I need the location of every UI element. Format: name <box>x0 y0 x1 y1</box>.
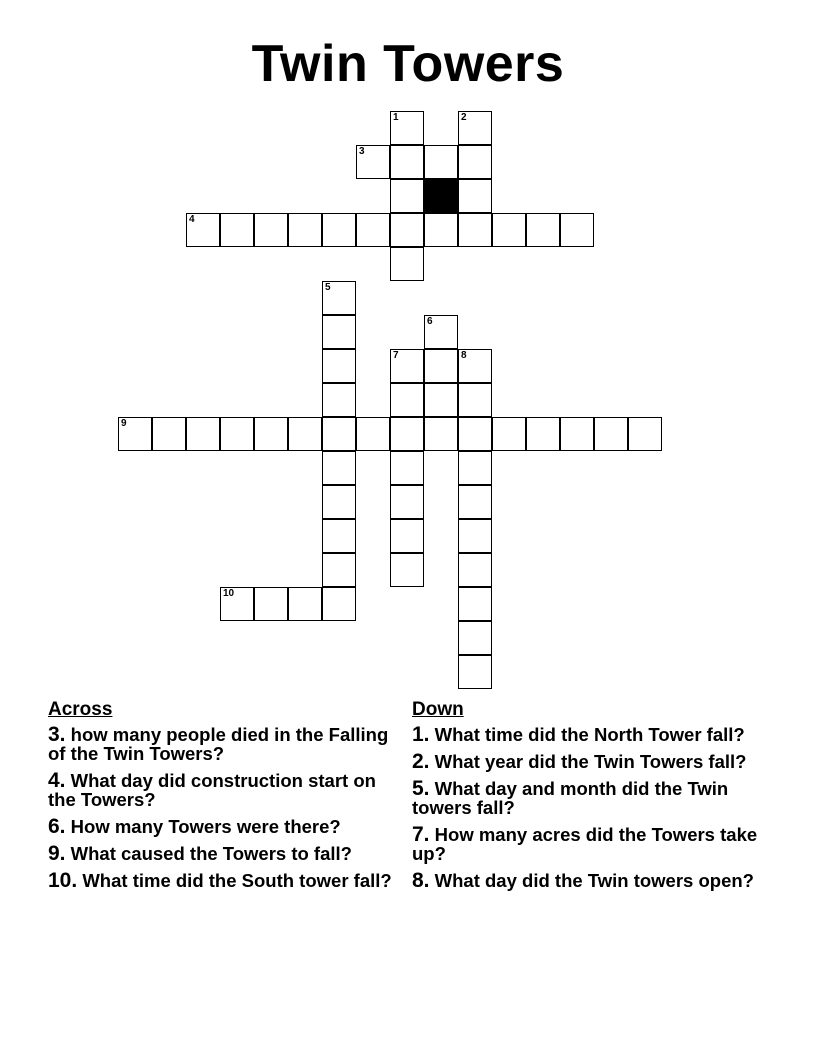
grid-cell[interactable] <box>390 145 424 179</box>
grid-cell[interactable] <box>492 213 526 247</box>
clue-across-6: 6. How many Towers were there? <box>48 815 341 838</box>
grid-cell[interactable] <box>424 417 458 451</box>
grid-cell[interactable] <box>458 417 492 451</box>
grid-number-2: 2 <box>461 112 467 123</box>
grid-cell[interactable] <box>458 349 492 383</box>
clue-down-7: 7. How many acres did the Towers take up? <box>412 823 758 864</box>
grid-cell[interactable] <box>356 417 390 451</box>
grid-cell[interactable] <box>254 213 288 247</box>
clue-down-5: 5. What day and month did the Twin towers fall? <box>412 777 729 818</box>
down-heading: Down <box>412 699 464 720</box>
across-heading: Across <box>48 699 113 720</box>
grid-cell[interactable] <box>390 383 424 417</box>
grid-cell[interactable] <box>390 485 424 519</box>
grid-cell[interactable] <box>458 553 492 587</box>
grid-cell[interactable] <box>458 519 492 553</box>
grid-cell[interactable] <box>254 587 288 621</box>
grid-cell[interactable] <box>458 145 492 179</box>
grid-cell[interactable] <box>322 519 356 553</box>
grid-cell[interactable] <box>322 553 356 587</box>
grid-cell[interactable] <box>526 417 560 451</box>
clue-across-10: 10. What time did the South tower fall? <box>48 869 392 892</box>
clue-down-2: 2. What year did the Twin Towers fall? <box>412 750 747 773</box>
grid-cell[interactable] <box>458 587 492 621</box>
grid-cell[interactable] <box>424 383 458 417</box>
grid-cell[interactable] <box>322 383 356 417</box>
grid-cell[interactable] <box>118 417 152 451</box>
grid-number-5: 5 <box>325 282 331 293</box>
grid-cell[interactable] <box>254 417 288 451</box>
grid-cell[interactable] <box>390 417 424 451</box>
grid-cell[interactable] <box>458 213 492 247</box>
grid-cell[interactable] <box>322 349 356 383</box>
grid-number-10: 10 <box>223 588 235 599</box>
grid-cell[interactable] <box>288 213 322 247</box>
grid-cell[interactable] <box>560 213 594 247</box>
down-clues <box>412 700 772 898</box>
grid-cell[interactable] <box>220 587 254 621</box>
grid-cell[interactable] <box>356 213 390 247</box>
clue-down-1: 1. What time did the North Tower fall? <box>412 723 745 746</box>
grid-cell[interactable] <box>288 417 322 451</box>
grid-cell[interactable] <box>220 213 254 247</box>
grid-cell[interactable] <box>356 145 390 179</box>
grid-cell[interactable] <box>390 179 424 213</box>
page-title: Twin Towers <box>251 35 565 93</box>
grid-cell[interactable] <box>322 451 356 485</box>
clue-across-3: 3. how many people died in the Falling of the Twin Towers? <box>48 723 389 764</box>
grid-cell[interactable] <box>594 417 628 451</box>
grid-cell[interactable] <box>458 383 492 417</box>
grid-block <box>424 179 458 213</box>
grid-cell[interactable] <box>492 417 526 451</box>
clue-down-8: 8. What day did the Twin towers open? <box>412 869 754 892</box>
grid-cell[interactable] <box>526 213 560 247</box>
grid-cell[interactable] <box>458 485 492 519</box>
grid-number-1: 1 <box>393 112 399 123</box>
grid-number-4: 4 <box>189 214 195 225</box>
grid-cell[interactable] <box>390 519 424 553</box>
grid-cell[interactable] <box>424 145 458 179</box>
grid-cell[interactable] <box>458 451 492 485</box>
grid-cell[interactable] <box>322 213 356 247</box>
grid-cell[interactable] <box>458 179 492 213</box>
grid-cell[interactable] <box>322 485 356 519</box>
grid-cell[interactable] <box>186 417 220 451</box>
grid-cell[interactable] <box>390 451 424 485</box>
grid-cell[interactable] <box>322 417 356 451</box>
clue-across-4: 4. What day did construction start on the Towers? <box>48 769 376 810</box>
grid-cell[interactable] <box>424 349 458 383</box>
grid-cell[interactable] <box>322 587 356 621</box>
grid-cell[interactable] <box>220 417 254 451</box>
grid-cell[interactable] <box>152 417 186 451</box>
grid-cell[interactable] <box>322 315 356 349</box>
grid-cell[interactable] <box>458 111 492 145</box>
grid-cell[interactable] <box>390 349 424 383</box>
grid-cell[interactable] <box>390 247 424 281</box>
across-clues <box>48 700 408 898</box>
grid-cell[interactable] <box>186 213 220 247</box>
grid-cell[interactable] <box>560 417 594 451</box>
grid-number-6: 6 <box>427 316 433 327</box>
grid-cell[interactable] <box>288 587 322 621</box>
grid-number-7: 7 <box>393 350 399 361</box>
grid-cell[interactable] <box>322 281 356 315</box>
grid-cell[interactable] <box>424 315 458 349</box>
grid-cell[interactable] <box>390 111 424 145</box>
grid-cell[interactable] <box>424 213 458 247</box>
grid-number-3: 3 <box>359 146 365 157</box>
grid-cell[interactable] <box>628 417 662 451</box>
grid-cell[interactable] <box>390 553 424 587</box>
grid-number-9: 9 <box>121 418 127 429</box>
clue-across-9: 9. What caused the Towers to fall? <box>48 842 352 865</box>
grid-cell[interactable] <box>458 655 492 689</box>
grid-cell[interactable] <box>458 621 492 655</box>
grid-cell[interactable] <box>390 213 424 247</box>
grid-number-8: 8 <box>461 350 467 361</box>
